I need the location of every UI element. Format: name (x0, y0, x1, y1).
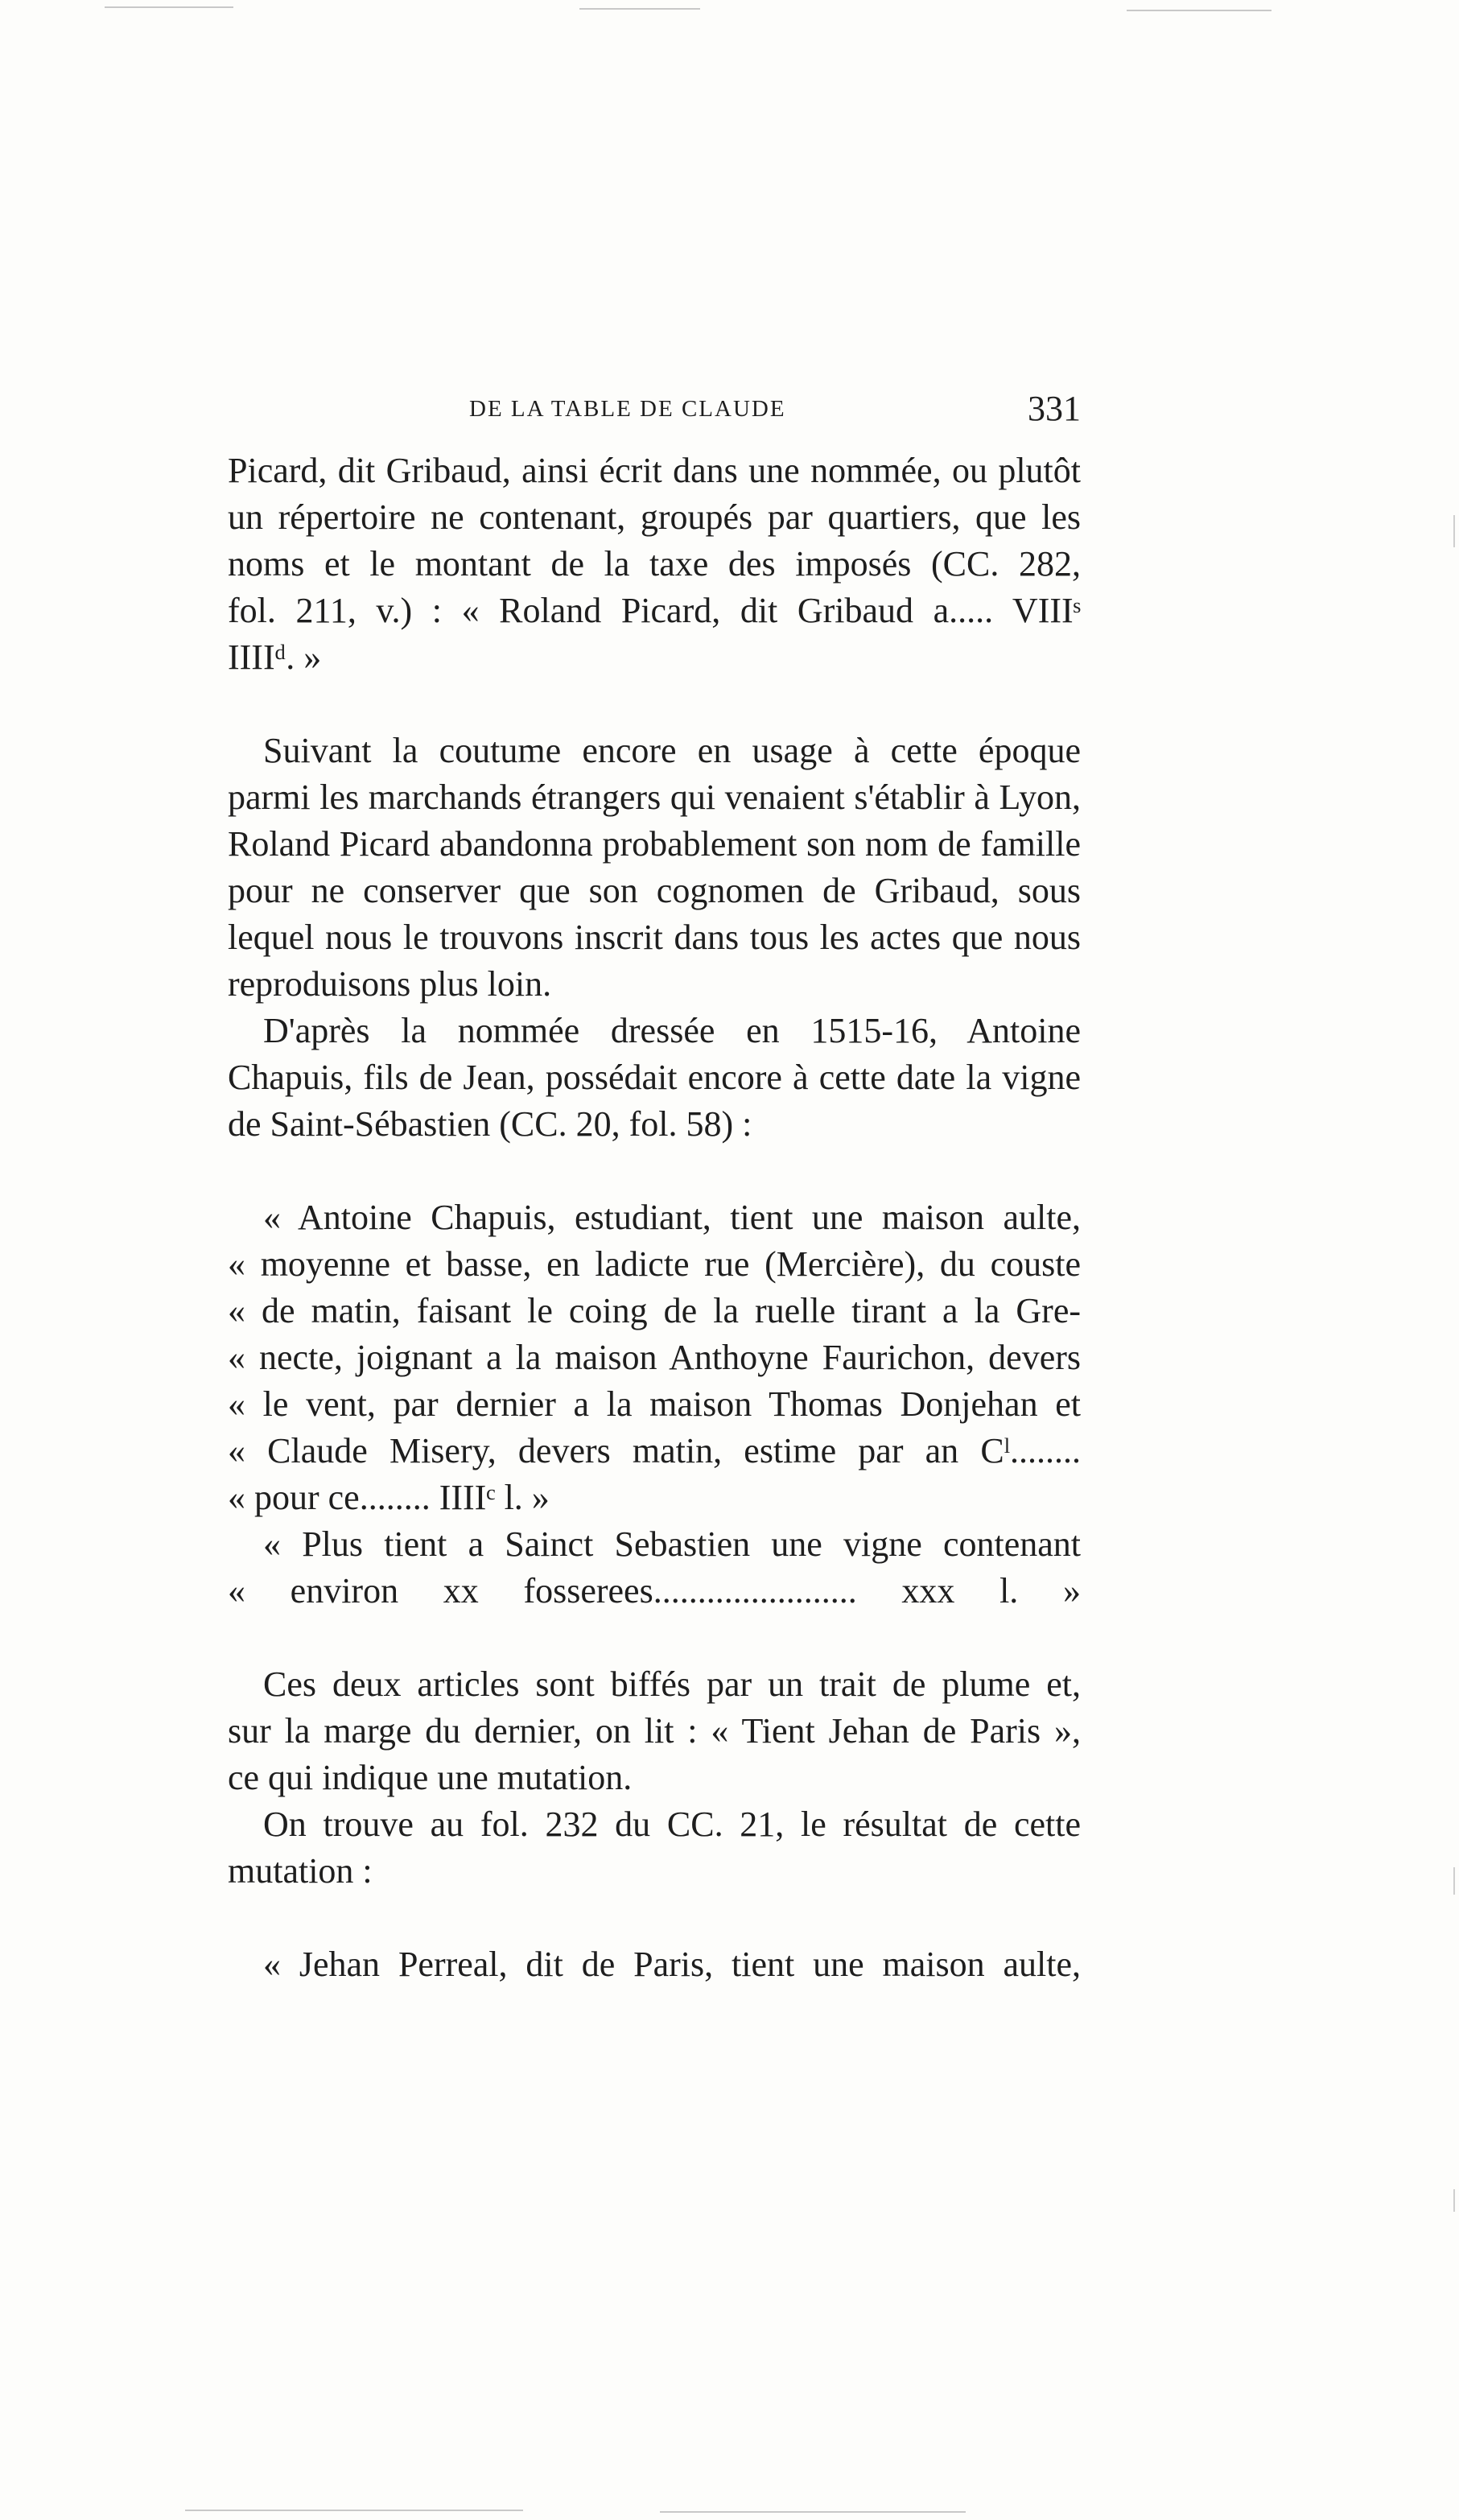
page-number: 331 (1028, 389, 1081, 428)
scan-artifact (105, 6, 233, 8)
quote-line: « Antoine Chapuis, estudiant, tient une maison aulte, (263, 1198, 1081, 1237)
text-line: un répertoire ne contenant, groupés par quartiers, que les (228, 497, 1081, 537)
quote-line: « pour ce........ IIIIᶜ l. » (228, 1478, 550, 1517)
paragraph-gap (228, 1148, 1081, 1194)
text-line: Picard, dit Gribaud, ainsi écrit dans une nommée, ou plutôt (228, 451, 1081, 490)
paragraph-gap (228, 681, 1081, 728)
text-line: sur la marge du dernier, on lit : « Tient Jehan de Paris », (228, 1711, 1081, 1751)
text-line: lequel nous le trouvons inscrit dans tous les actes que nous (228, 918, 1081, 957)
body-text (228, 447, 1081, 1988)
text-line: Suivant la coutume encore en usage à cette époque (263, 731, 1081, 770)
scan-artifact (660, 2511, 966, 2513)
scan-artifact (1127, 10, 1271, 11)
text-line: IIIIᵈ. » (228, 637, 322, 677)
text-line: Chapuis, fils de Jean, possédait encore à cette date la vigne (228, 1058, 1081, 1097)
running-head-title: DE LA TABLE DE CLAUDE (469, 396, 786, 422)
text-line: noms et le montant de la taxe des imposés (CC. 282, (228, 544, 1081, 584)
quote-line: « necte, joignant a la maison Anthoyne Faurichon, devers (228, 1338, 1081, 1377)
text-line: reproduisons plus loin. (228, 964, 552, 1004)
text-line: pour ne conserver que son cognomen de Gribaud, sous (228, 871, 1081, 910)
scan-artifact (185, 2510, 523, 2511)
quote-line: « moyenne et basse, en ladicte rue (Mercière), du couste (228, 1244, 1081, 1284)
text-line: ce qui indique une mutation. (228, 1758, 633, 1797)
scan-artifact (579, 8, 700, 10)
quote-line: « de matin, faisant le coing de la ruelle tirant a la Gre- (228, 1291, 1081, 1330)
text-line: de Saint-Sébastien (CC. 20, fol. 58) : (228, 1104, 752, 1144)
text-line: Ces deux articles sont biffés par un trait de plume et, (263, 1664, 1081, 1704)
text-line: parmi les marchands étrangers qui venaient s'établir à Lyon, (228, 777, 1081, 817)
text-line: Roland Picard abandonna probablement son nom de famille (228, 824, 1081, 864)
text-line: fol. 211, v.) : « Roland Picard, dit Gribaud a..... VIIIˢ (228, 591, 1081, 630)
text-line: mutation : (228, 1851, 373, 1891)
paragraph-gap (228, 1895, 1081, 1941)
text-line: D'après la nommée dressée en 1515-16, Antoine (263, 1011, 1081, 1050)
scan-artifact (1453, 2189, 1455, 2212)
running-head (228, 391, 1081, 431)
quote-line: « le vent, par dernier a la maison Thomas Donjehan et (228, 1384, 1081, 1424)
scan-artifact (1453, 1867, 1455, 1895)
quote-line: « Claude Misery, devers matin, estime par an Cˡ........ (228, 1431, 1081, 1470)
paragraph-gap (228, 1615, 1081, 1661)
quote-line: « Jehan Perreal, dit de Paris, tient une maison aulte, (263, 1945, 1081, 1984)
scan-artifact (1453, 515, 1455, 547)
quote-line: « Plus tient a Sainct Sebastien une vigne contenant (263, 1524, 1081, 1564)
text-line: On trouve au fol. 232 du CC. 21, le résultat de cette (263, 1804, 1081, 1844)
quote-line: « environ xx fosserees....................... xxx l. » (228, 1571, 1081, 1611)
